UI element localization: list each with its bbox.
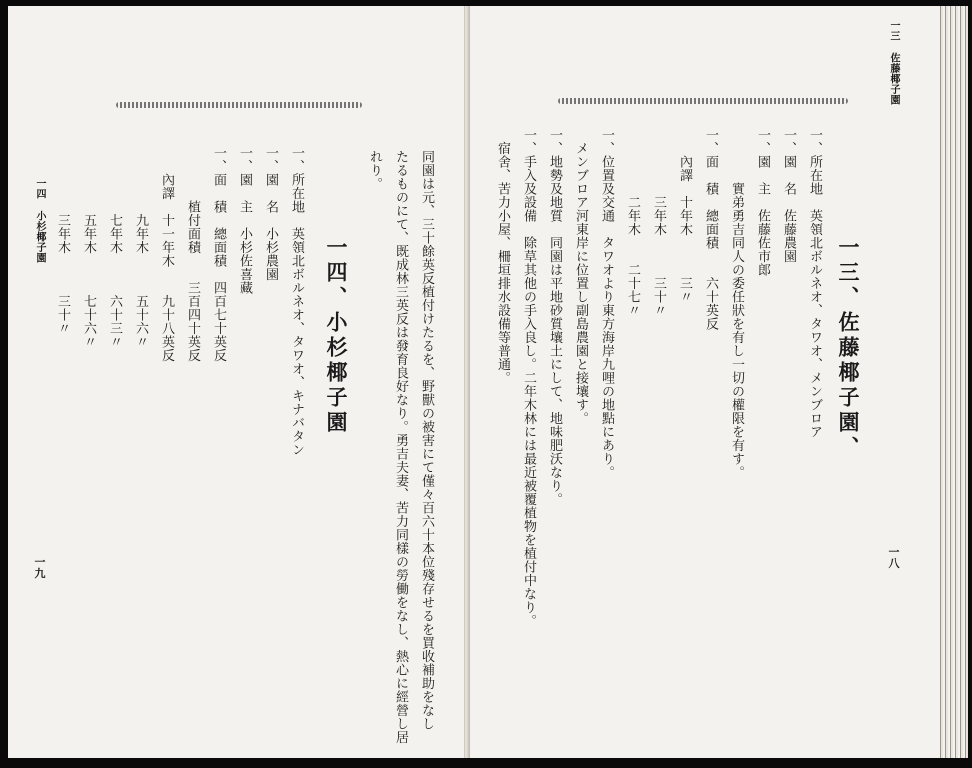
text-line: 內譯 十年木 三〃 — [677, 128, 692, 304]
text-line: 五年木 七十六〃 — [81, 146, 96, 349]
section-heading-14: 一四、小杉椰子園 — [324, 236, 349, 436]
text-line: 一、園 主 佐藤佐市郎 — [755, 128, 770, 277]
text-line: 三年木 三十〃 — [55, 146, 70, 335]
text-line: 一、園 名 小杉農園 — [263, 146, 278, 281]
page-edges — [938, 6, 968, 758]
text-line: 一、面 積 總面積 四百七十英反 — [211, 146, 226, 362]
text-line: 內譯 十一年木 九十八英反 — [159, 146, 174, 362]
section-heading-13: 一三、佐藤椰子園、 — [836, 236, 861, 461]
text-line: 一、地勢及地質 同園は平地砂質壤土にして、地味肥沃なり。 — [547, 128, 562, 506]
text-line: 一、所在地 英領北ボルネオ、タワオ、メンブロア — [807, 128, 822, 439]
section-divider — [558, 98, 848, 104]
left-page — [8, 6, 465, 758]
page-number-left: 一九 — [33, 556, 46, 579]
text-line: 二年木 二十七〃 — [625, 128, 640, 317]
text-line: 一、園 名 佐藤農園 — [781, 128, 796, 263]
right-page — [468, 6, 938, 758]
text-line: 實弟勇吉同人の委任狀を有し一切の權限を有す。 — [729, 128, 744, 479]
text-line: 一、手入及設備 除草其他の手入良し。二年木林には最近被覆植物を植付中なり。 — [521, 128, 536, 628]
section-divider — [116, 102, 362, 108]
text-line: 一、面 積 總面積 六十英反 — [703, 128, 718, 331]
text-line: 同園は元、三十餘英反植付けたるを、野獸の被害にて僅々百六十本位殘存せるを買收補助をなし — [419, 150, 434, 731]
text-line: 一、位置及交通 タワオより東方海岸九哩の地點にあり。 — [599, 128, 614, 479]
text-line: 宿舍、苦力小屋、柵垣排水設備等普通。 — [495, 128, 510, 385]
text-line: 一、園 主 小杉佐喜藏 — [237, 146, 252, 295]
text-line: 植付面積 三百四十英反 — [185, 146, 200, 362]
text-line: 三年木 三十〃 — [651, 128, 666, 317]
running-header-right: 一三 佐藤椰子園 — [888, 20, 899, 105]
text-line: 七年木 六十三〃 — [107, 146, 122, 349]
text-line: 九年木 五十六〃 — [133, 146, 148, 349]
text-line: たるものにて、既成林三英反は發育良好なり。勇吉夫妻、苦力同樣の勞働をなし、熱心に經營し居 — [393, 150, 408, 744]
running-header-left: 一四 小杉椰子園 — [34, 178, 45, 263]
text-line: 一、所在地 英領北ボルネオ、タワオ、キナバタン — [289, 146, 304, 457]
text-line: れり。 — [367, 150, 382, 191]
text-line: メンブロア河東岸に位置し副島農園と接壤す。 — [573, 128, 588, 425]
page-number-right: 一八 — [887, 546, 900, 569]
